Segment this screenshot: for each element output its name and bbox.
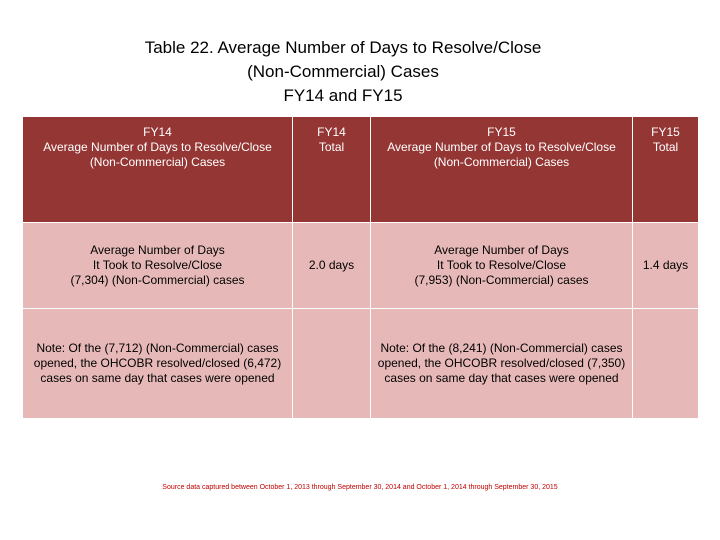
- table-title: [0, 36, 686, 108]
- fy15-note-cell: Note: Of the (8,241) (Non-Commercial) cases opened, the OHCOBR resolved/closed (7,350) cases on same day that cases were opened: [371, 309, 633, 419]
- fy14-total-cell: 2.0 days: [293, 223, 371, 309]
- header-row: [23, 117, 699, 223]
- title-line-2: (Non-Commercial) Cases: [247, 62, 439, 81]
- resolution-table: [22, 116, 699, 419]
- table-row: [23, 223, 699, 309]
- header-fy15-average: FY15 Average Number of Days to Resolve/Close (Non-Commercial) Cases: [371, 117, 633, 223]
- fy14-average-cell: Average Number of Days It Took to Resolve/Close (7,304) (Non-Commercial) cases: [23, 223, 293, 309]
- header-fy14-total: FY14 Total: [293, 117, 371, 223]
- title-line-3: FY14 and FY15: [283, 86, 403, 105]
- title-line-1: Table 22. Average Number of Days to Resolve/Close: [144, 38, 542, 57]
- fy15-total-cell: 1.4 days: [633, 223, 699, 309]
- fy15-note-total-cell: [633, 309, 699, 419]
- source-note: Source data captured between October 1, 2013 through September 30, 2014 and October 1, 2014 through September 30, 2015: [162, 484, 558, 491]
- header-fy15-total: FY15 Total: [633, 117, 699, 223]
- fy14-note-total-cell: [293, 309, 371, 419]
- table-row: [23, 309, 699, 419]
- fy14-note-cell: Note: Of the (7,712) (Non-Commercial) cases opened, the OHCOBR resolved/closed (6,472) cases on same day that cases were opened: [23, 309, 293, 419]
- fy15-average-cell: Average Number of Days It Took to Resolve/Close (7,953) (Non-Commercial) cases: [371, 223, 633, 309]
- header-fy14-average: FY14 Average Number of Days to Resolve/Close (Non-Commercial) Cases: [23, 117, 293, 223]
